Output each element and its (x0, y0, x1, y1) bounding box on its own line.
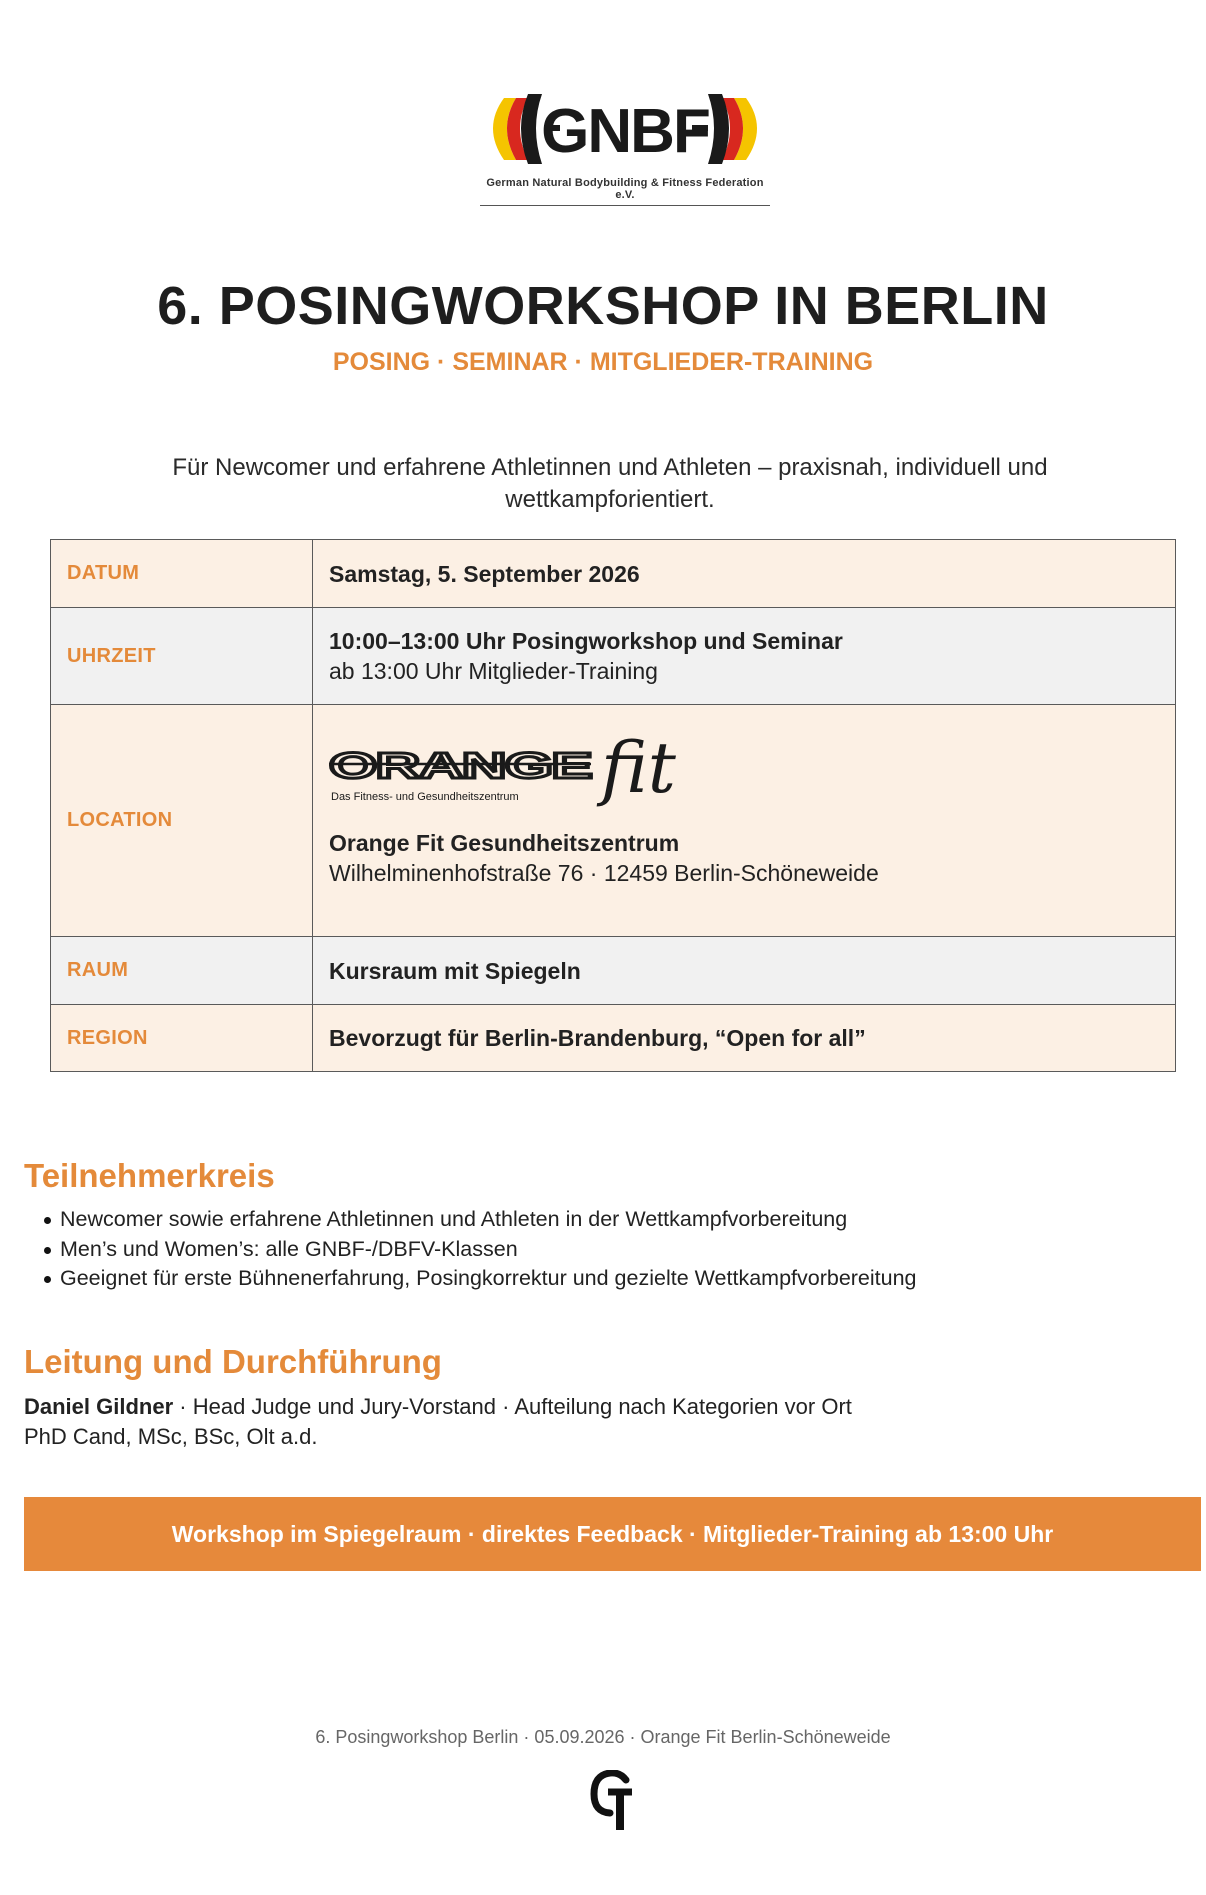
page-subtitle: POSING · SEMINAR · MITGLIEDER-TRAINING (332, 348, 874, 376)
uhrzeit-line2: ab 13:00 Uhr Mitglieder-Training (329, 658, 658, 684)
event-info-table (50, 539, 1176, 1072)
table-row-raum (51, 937, 1176, 1005)
footer-monogram-icon (590, 1770, 634, 1837)
svg-text:ORANGE: ORANGE (329, 744, 591, 786)
svg-text:GNBF: GNBF (541, 97, 709, 166)
logo-subtitle: German Natural Bodybuilding & Fitness Federation e.V. (480, 177, 770, 206)
orange-fit-logo (329, 720, 1174, 820)
leader-credentials: PhD Cand, MSc, BSc, Olt a.d. (24, 1424, 318, 1449)
list-item: Men’s und Women’s: alle GNBF-/DBFV-Klassen (24, 1235, 917, 1265)
list-item: Geeignet für erste Bühnenerfahrung, Posingkorrektur und gezielte Wettkampfvorbereitung (24, 1264, 917, 1294)
location-value (313, 705, 1176, 937)
page-title: 6. POSINGWORKSHOP IN BERLIN (157, 276, 1049, 336)
region-value: Bevorzugt für Berlin-Brandenburg, “Open for all” (313, 1005, 1176, 1072)
location-name: Orange Fit Gesundheitszentrum (329, 829, 680, 856)
svg-text:fit: fit (601, 726, 676, 809)
table-row-location (51, 705, 1176, 937)
leader-role: · Head Judge und Jury-Vorstand · Aufteilung nach Kategorien vor Ort (173, 1394, 852, 1419)
uhrzeit-line1: 10:00–13:00 Uhr Posingworkshop und Seminar (329, 628, 843, 654)
svg-text:Das Fitness- und Gesundheitsze: Das Fitness- und Gesundheitszentrum (331, 790, 519, 803)
leitung-heading: Leitung und Durchführung (24, 1343, 442, 1380)
gnbf-emblem-icon (480, 80, 770, 175)
leader-name: Daniel Gildner (24, 1394, 174, 1419)
region-label: REGION (51, 1005, 313, 1072)
table-row-region (51, 1005, 1176, 1072)
raum-label: RAUM (51, 937, 313, 1005)
footer-text: 6. Posingworkshop Berlin · 05.09.2026 · Orange Fit Berlin-Schöneweide (315, 1727, 891, 1747)
uhrzeit-label: UHRZEIT (51, 608, 313, 705)
list-item: Newcomer sowie erfahrene Athletinnen und Athleten in der Wettkampfvorbereitung (24, 1205, 917, 1235)
orange-fit-logo-icon (329, 720, 719, 820)
datum-value: Samstag, 5. September 2026 (313, 540, 1176, 608)
teilnehmerkreis-list (24, 1205, 917, 1294)
location-label: LOCATION (51, 705, 313, 937)
table-row-datum (51, 540, 1176, 608)
table-row-uhrzeit (51, 608, 1176, 705)
gnbf-logo (480, 80, 770, 200)
teilnehmerkreis-heading: Teilnehmerkreis (24, 1157, 275, 1194)
intro-text: Für Newcomer und erfahrene Athletinnen und Athleten – praxisnah, individuell und wettkampforientiert. (172, 454, 1048, 513)
location-address: Wilhelminenhofstraße 76 · 12459 Berlin-Schöneweide (329, 859, 879, 886)
datum-label: DATUM (51, 540, 313, 608)
leitung-text (24, 1392, 852, 1452)
raum-value: Kursraum mit Spiegeln (313, 937, 1176, 1005)
uhrzeit-value (313, 608, 1176, 705)
info-banner: Workshop im Spiegelraum · direktes Feedback · Mitglieder-Training ab 13:00 Uhr (24, 1497, 1201, 1571)
